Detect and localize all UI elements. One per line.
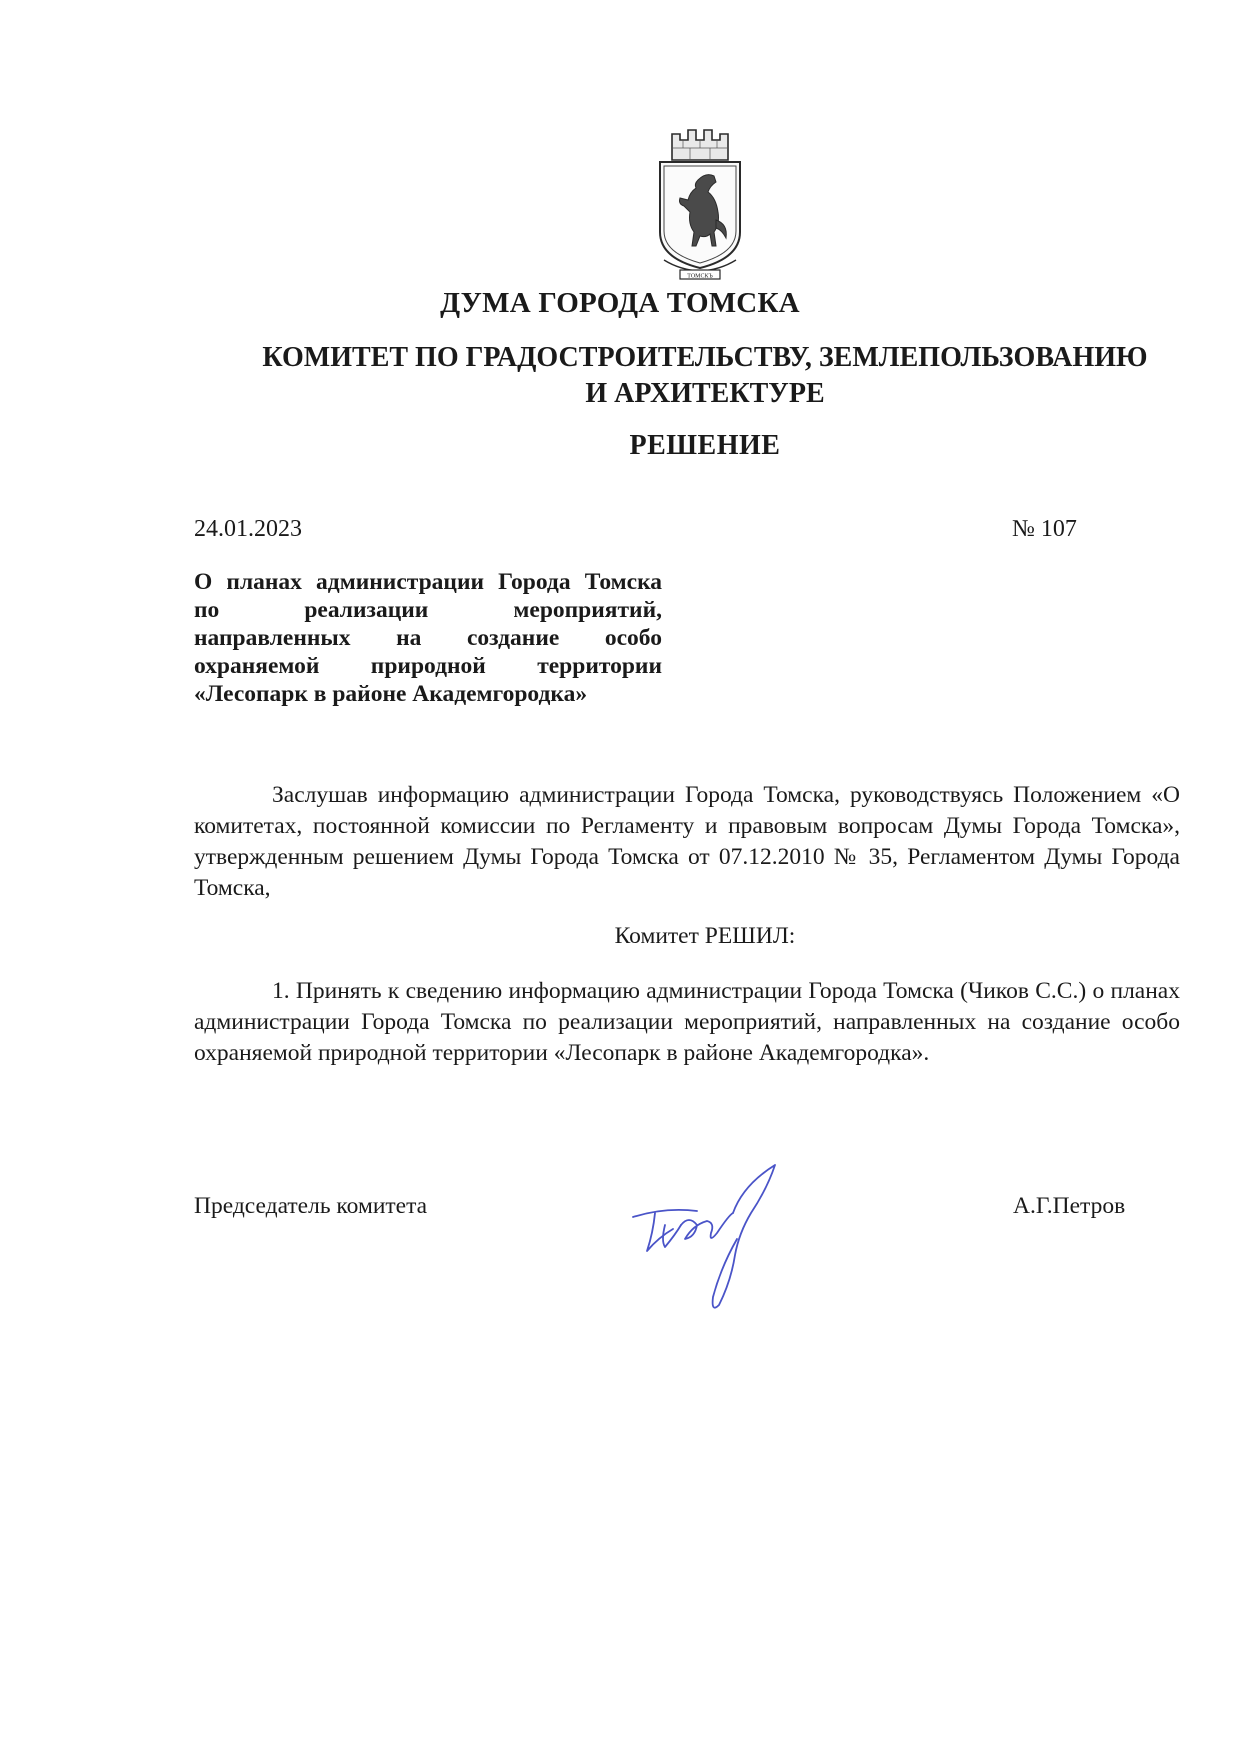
committee-title-line-1: КОМИТЕТ ПО ГРАДОСТРОИТЕЛЬСТВУ, ЗЕМЛЕПОЛЬЗОВАНИЮ	[262, 342, 1148, 373]
body-paragraph-item-1: 1. Принять к сведению информацию администрации Города Томска (Чиков С.С.) о планах администрации Города Томска по реализации мероприятий, направленных на создание особо охраняемой природной территории «Лесопарк в районе Академгородка».	[194, 978, 1180, 1066]
body-paragraph-preamble: Заслушав информацию администрации Города Томска, руководствуясь Положением «О комитетах, постоянной комиссии по Регламенту и правовым вопросам Думы Города Томска», утвержденным решением Думы Города Томска от 07.12.2010 № 35, Регламентом Думы Города Томска,	[194, 782, 1180, 901]
subject-line: по реализации мероприятий,	[194, 597, 662, 623]
document-date: 24.01.2023	[194, 516, 302, 542]
signer-name: А.Г.Петров	[1013, 1193, 1126, 1219]
subject-line: охраняемой природной территории	[194, 653, 662, 679]
document-subject	[194, 568, 662, 708]
resolved-heading: Комитет РЕШИЛ:	[614, 923, 796, 949]
chair-title: Председатель комитета	[194, 1193, 428, 1219]
committee-title	[0, 340, 1240, 412]
subject-line: направленных на создание особо	[194, 625, 662, 651]
document-type: РЕШЕНИЕ	[629, 430, 781, 461]
committee-title-line-2: И АРХИТЕКТУРЕ	[585, 378, 825, 409]
org-title: ДУМА ГОРОДА ТОМСКА	[440, 287, 800, 319]
document-number: № 107	[1012, 516, 1077, 542]
subject-line: «Лесопарк в районе Академгородка»	[194, 681, 588, 707]
emblem-ribbon-text: ТОМСКЪ	[687, 273, 713, 280]
subject-line: О планах администрации Города Томска	[194, 569, 662, 595]
coat-of-arms-icon	[650, 120, 750, 285]
handwritten-signature-icon	[625, 1155, 805, 1315]
